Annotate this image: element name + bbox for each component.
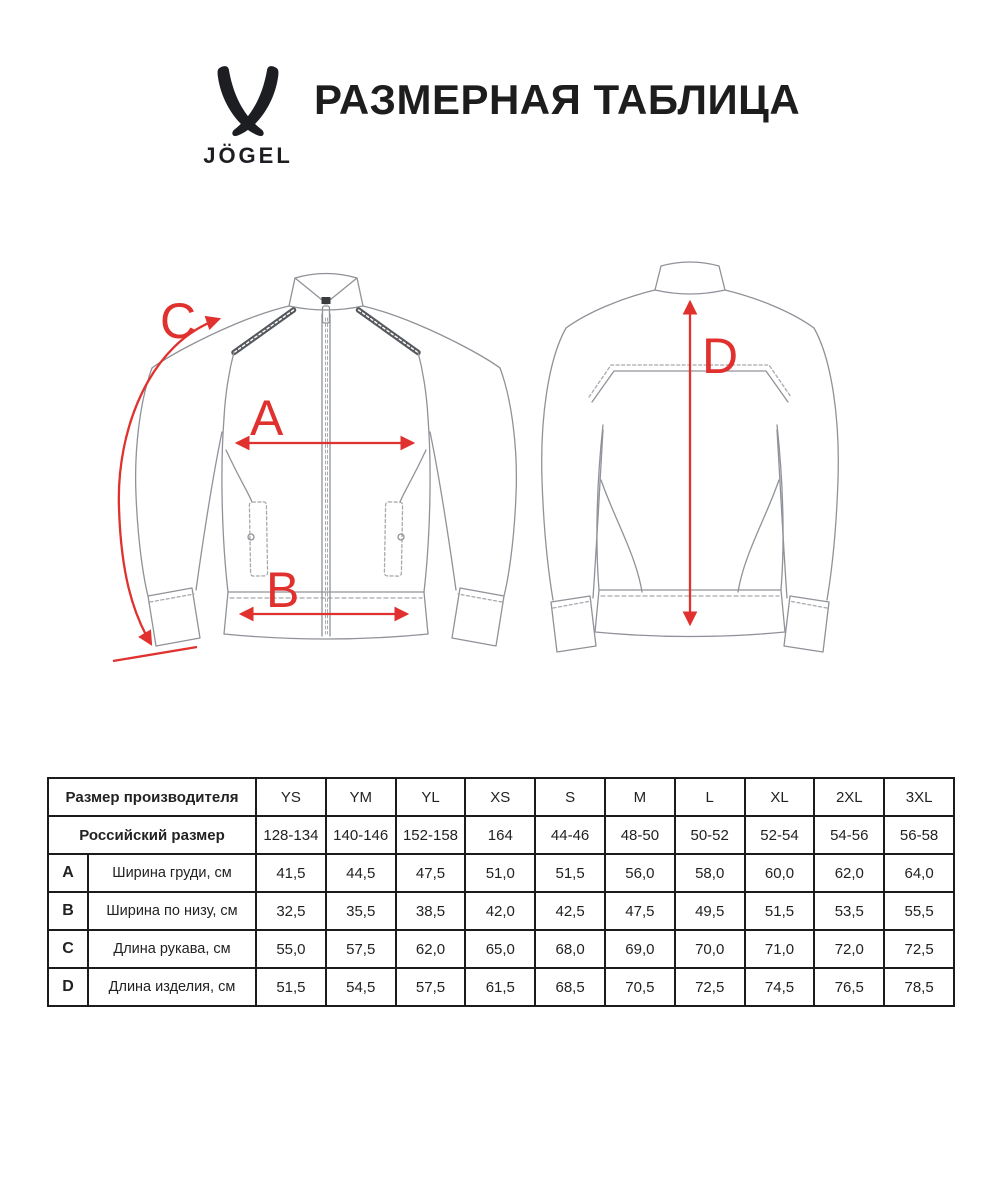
- measure-value-cell: 69,0: [605, 930, 675, 968]
- brand-logo-text: JÖGEL: [203, 143, 293, 168]
- measure-value-cell: 72,5: [675, 968, 745, 1006]
- measure-description: Ширина по низу, см: [88, 892, 256, 930]
- size-table: [47, 777, 955, 1007]
- measure-value-cell: 49,5: [675, 892, 745, 930]
- measure-letter: D: [48, 968, 88, 1006]
- measure-value-cell: 78,5: [884, 968, 954, 1006]
- measurement-row-b: [48, 892, 954, 930]
- measure-value-cell: 57,5: [396, 968, 466, 1006]
- measure-value-cell: 57,5: [326, 930, 396, 968]
- measure-value-cell: 51,5: [535, 854, 605, 892]
- measure-value-cell: 55,5: [884, 892, 954, 930]
- measurement-row-c: [48, 930, 954, 968]
- measure-c-baseline: [113, 647, 197, 661]
- brand-logo: [190, 64, 306, 169]
- measure-value-cell: 68,5: [535, 968, 605, 1006]
- measure-a-label: A: [250, 390, 284, 446]
- measure-b-label: B: [266, 562, 300, 618]
- measure-value-cell: 72,5: [884, 930, 954, 968]
- size-code-cell: S: [535, 778, 605, 816]
- measure-value-cell: 35,5: [326, 892, 396, 930]
- measure-value-cell: 54,5: [326, 968, 396, 1006]
- measure-d-label: D: [702, 328, 739, 384]
- russian-size-row: [48, 816, 954, 854]
- garment-diagram: [0, 240, 998, 685]
- size-code-cell: YL: [396, 778, 466, 816]
- measure-value-cell: 74,5: [745, 968, 815, 1006]
- measure-value-cell: 51,5: [256, 968, 326, 1006]
- measure-value-cell: 41,5: [256, 854, 326, 892]
- size-code-cell: 2XL: [814, 778, 884, 816]
- measure-value-cell: 76,5: [814, 968, 884, 1006]
- measure-value-cell: 62,0: [814, 854, 884, 892]
- measure-c-arrow: [119, 319, 219, 644]
- row-header-manufacturer: Размер производителя: [48, 778, 256, 816]
- size-value-cell: 44-46: [535, 816, 605, 854]
- size-code-cell: YM: [326, 778, 396, 816]
- measure-value-cell: 51,0: [465, 854, 535, 892]
- measure-value-cell: 47,5: [396, 854, 466, 892]
- size-value-cell: 54-56: [814, 816, 884, 854]
- measure-value-cell: 71,0: [745, 930, 815, 968]
- measure-letter: A: [48, 854, 88, 892]
- measure-description: Длина изделия, см: [88, 968, 256, 1006]
- jogel-v-icon: [211, 64, 285, 142]
- row-header-russian: Российский размер: [48, 816, 256, 854]
- page-title: РАЗМЕРНАЯ ТАБЛИЦА: [314, 76, 801, 123]
- size-value-cell: 56-58: [884, 816, 954, 854]
- measure-value-cell: 51,5: [745, 892, 815, 930]
- back-measure-annotations: [690, 302, 738, 624]
- size-value-cell: 50-52: [675, 816, 745, 854]
- size-value-cell: 152-158: [396, 816, 466, 854]
- size-value-cell: 140-146: [326, 816, 396, 854]
- measure-letter: C: [48, 930, 88, 968]
- size-value-cell: 164: [465, 816, 535, 854]
- measure-value-cell: 72,0: [814, 930, 884, 968]
- measure-value-cell: 42,5: [535, 892, 605, 930]
- measure-value-cell: 44,5: [326, 854, 396, 892]
- measure-value-cell: 32,5: [256, 892, 326, 930]
- measure-value-cell: 53,5: [814, 892, 884, 930]
- measurement-row-a: [48, 854, 954, 892]
- manufacturer-size-row: [48, 778, 954, 816]
- size-value-cell: 48-50: [605, 816, 675, 854]
- size-code-cell: YS: [256, 778, 326, 816]
- measure-value-cell: 55,0: [256, 930, 326, 968]
- measurement-row-d: [48, 968, 954, 1006]
- size-code-cell: XL: [745, 778, 815, 816]
- size-value-cell: 52-54: [745, 816, 815, 854]
- measure-value-cell: 42,0: [465, 892, 535, 930]
- size-code-cell: XS: [465, 778, 535, 816]
- front-measure-annotations: [113, 293, 413, 661]
- measure-value-cell: 47,5: [605, 892, 675, 930]
- size-code-cell: 3XL: [884, 778, 954, 816]
- measure-value-cell: 60,0: [745, 854, 815, 892]
- measure-value-cell: 56,0: [605, 854, 675, 892]
- measure-value-cell: 70,0: [675, 930, 745, 968]
- measure-value-cell: 68,0: [535, 930, 605, 968]
- measure-value-cell: 64,0: [884, 854, 954, 892]
- measure-c-label: C: [160, 293, 197, 349]
- measure-description: Длина рукава, см: [88, 930, 256, 968]
- size-value-cell: 128-134: [256, 816, 326, 854]
- measure-value-cell: 62,0: [396, 930, 466, 968]
- measure-value-cell: 38,5: [396, 892, 466, 930]
- measure-letter: B: [48, 892, 88, 930]
- measure-value-cell: 58,0: [675, 854, 745, 892]
- measure-description: Ширина груди, см: [88, 854, 256, 892]
- measure-value-cell: 70,5: [605, 968, 675, 1006]
- measure-value-cell: 61,5: [465, 968, 535, 1006]
- size-code-cell: L: [675, 778, 745, 816]
- size-code-cell: M: [605, 778, 675, 816]
- measure-value-cell: 65,0: [465, 930, 535, 968]
